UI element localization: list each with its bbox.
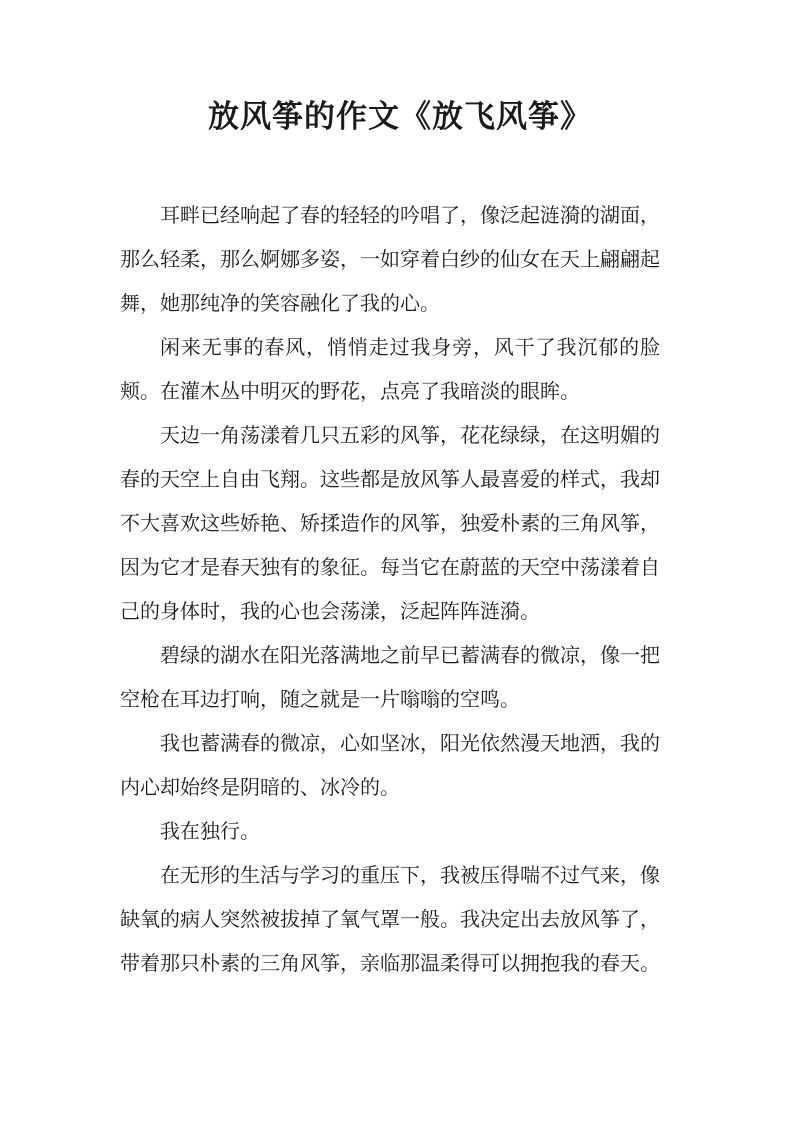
paragraph-7: 在无形的生活与学习的重压下，我被压得喘不过气来，像缺氧的病人突然被拔掉了氧气罩一般。我决定出去放风筝了，带着那只朴素的三角风筝，亲临那温柔得可以拥抱我的春天。 <box>120 863 660 975</box>
document-body <box>120 193 660 985</box>
paragraph-3: 天边一角荡漾着几只五彩的风筝，花花绿绿，在这明媚的春的天空上自由飞翔。这些都是放风筝人最喜爱的样式，我却不大喜欢这些娇艳、矫揉造作的风筝，独爱朴素的三角风筝，因为它才是春天独有的象征。每当它在蔚蓝的天空中荡漾着自己的身体时，我的心也会荡漾，泛起阵阵涟漪。 <box>120 423 660 623</box>
paragraph-2: 闲来无事的春风，悄悄走过我身旁，风干了我沉郁的脸颊。在灌木丛中明灭的野花，点亮了我暗淡的眼眸。 <box>120 335 660 403</box>
document-title: 放风筝的作文《放飞风筝》 <box>208 99 592 135</box>
paragraph-5: 我也蓄满春的微凉，心如坚冰，阳光依然漫天地洒，我的内心却始终是阴暗的、冰冷的。 <box>120 731 660 799</box>
paragraph-4: 碧绿的湖水在阳光落满地之前早已蓄满春的微凉，像一把空枪在耳边打响，随之就是一片嗡嗡的空鸣。 <box>120 643 660 711</box>
paragraph-1: 耳畔已经响起了春的轻轻的吟唱了，像泛起涟漪的湖面，那么轻柔，那么婀娜多姿，一如穿着白纱的仙女在天上翩翩起舞，她那纯净的笑容融化了我的心。 <box>120 203 660 315</box>
paragraph-6: 我在独行。 <box>160 819 260 843</box>
